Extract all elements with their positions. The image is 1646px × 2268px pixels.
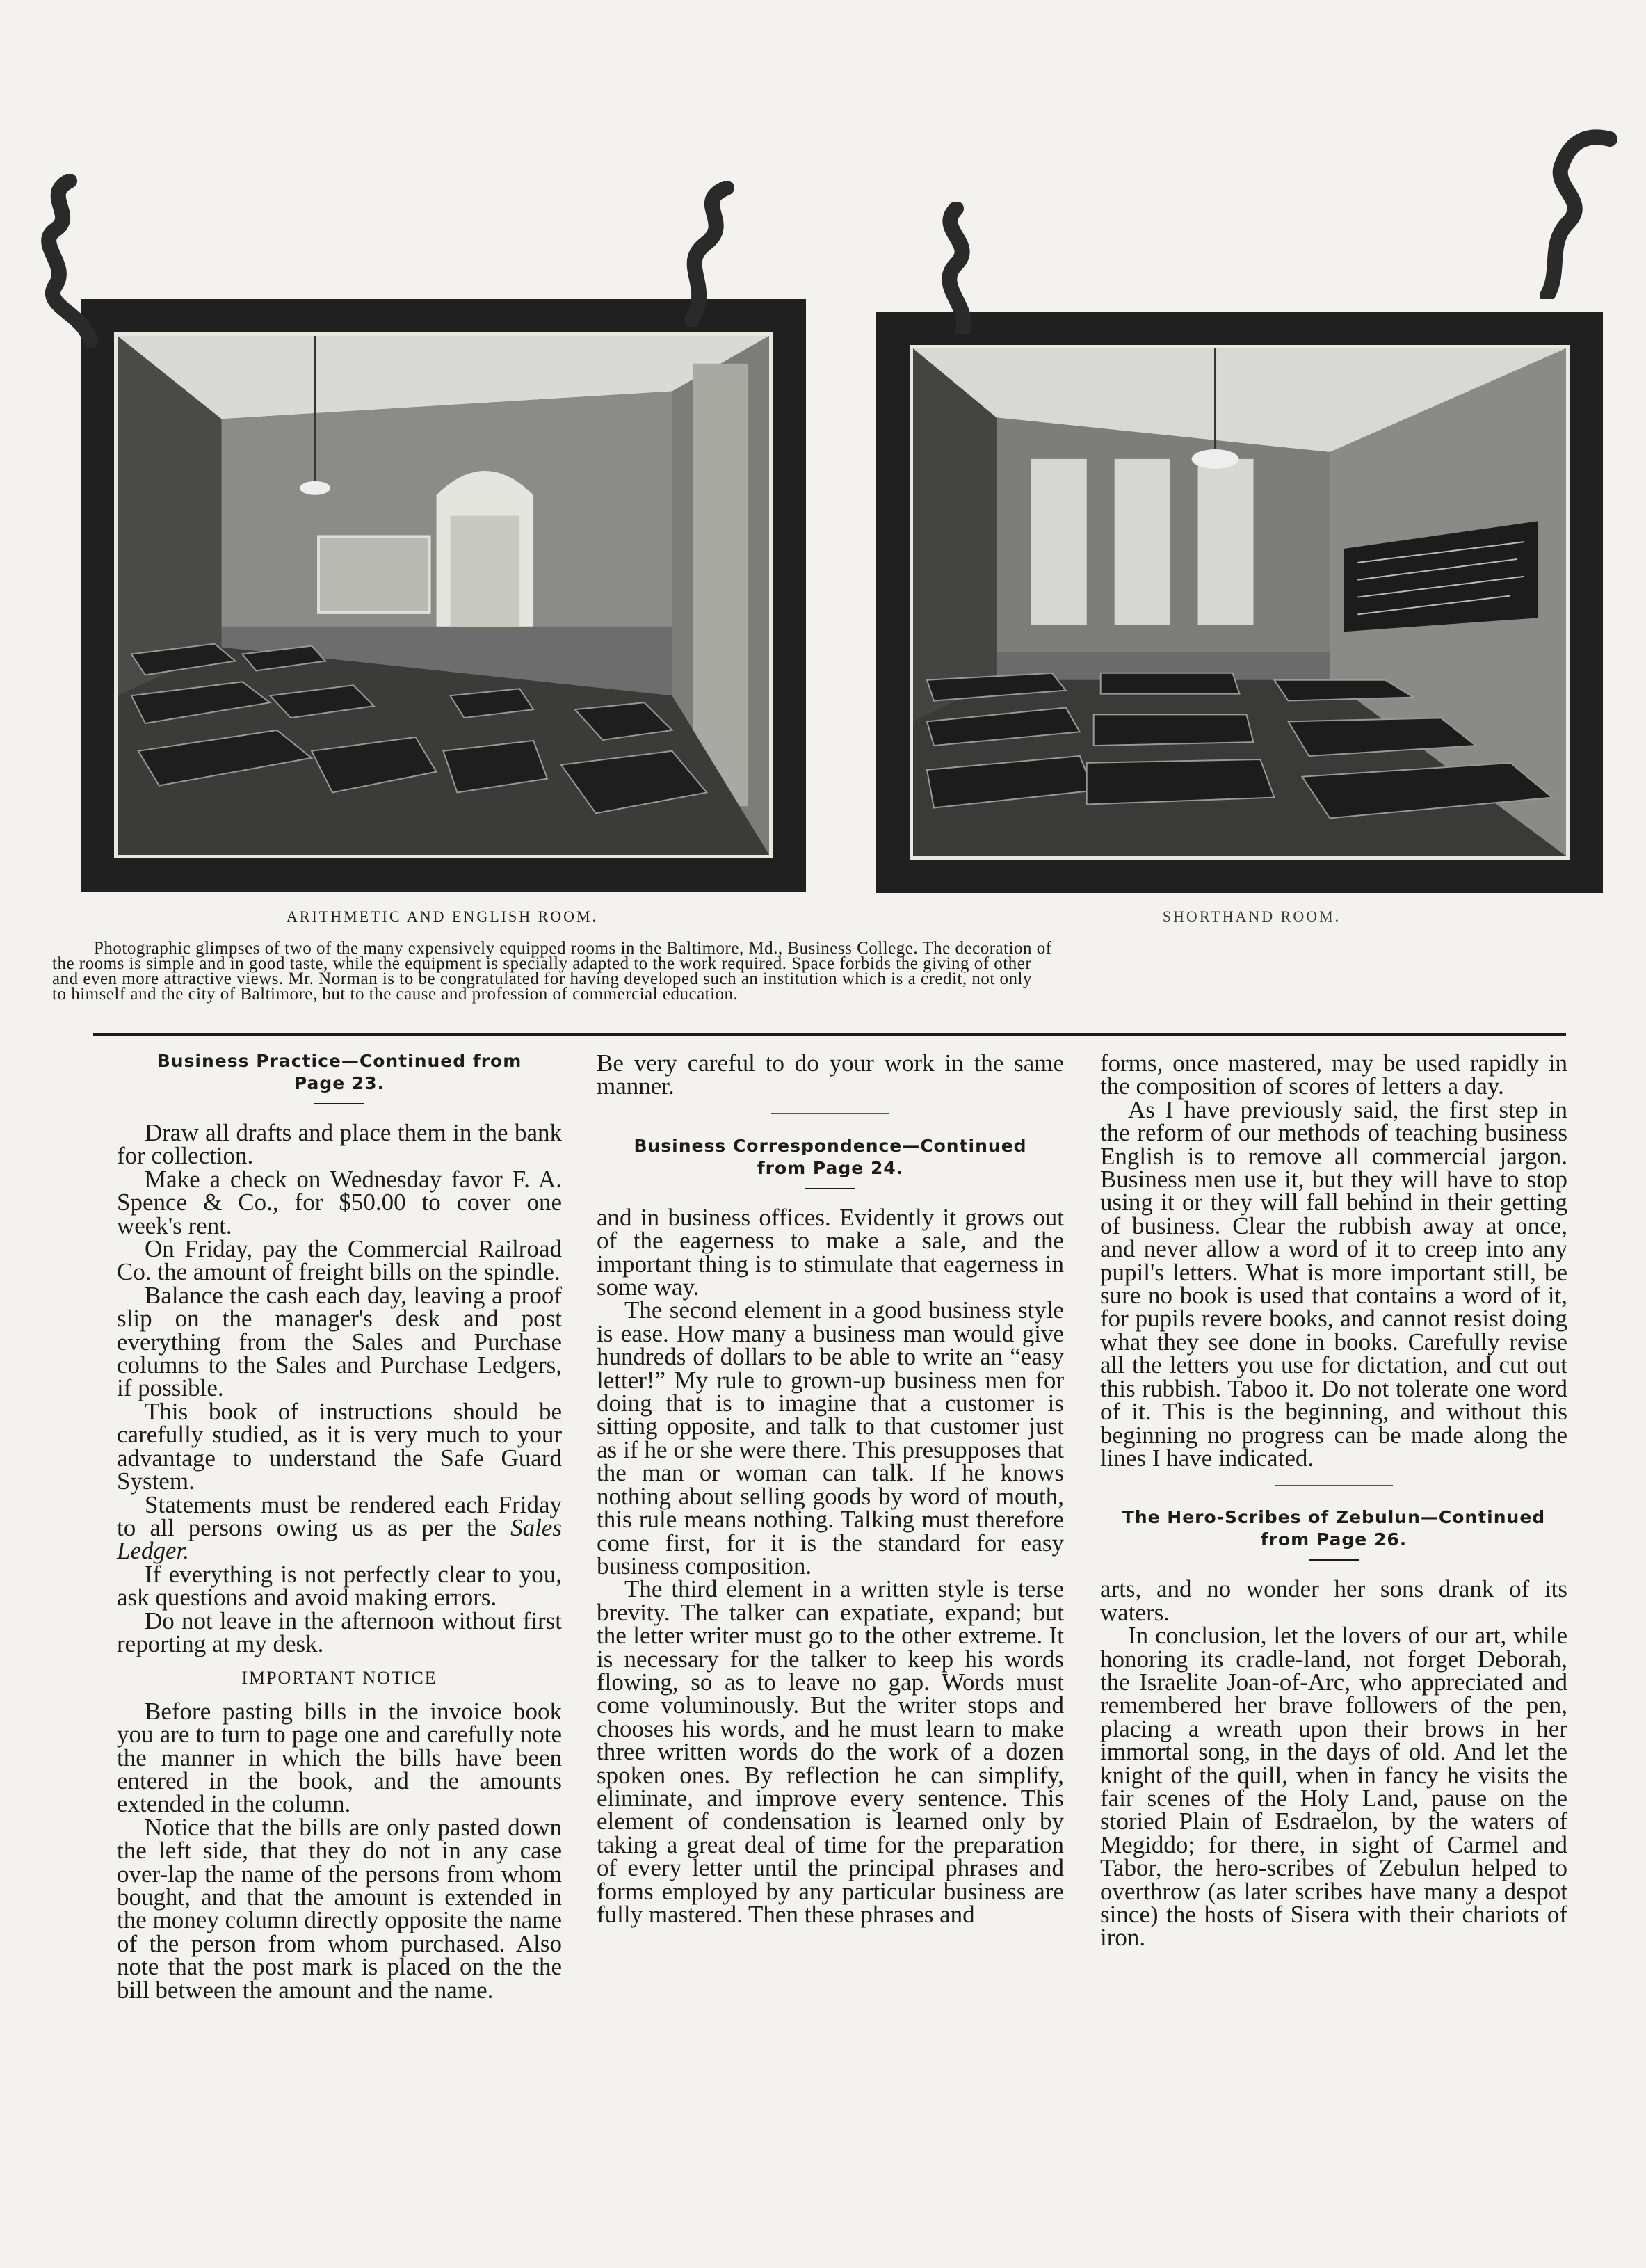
photo-frame-flourish-icon: [650, 181, 755, 327]
important-notice-heading: IMPORTANT NOTICE: [241, 1668, 437, 1689]
photo-frame-flourish-icon: [28, 174, 118, 348]
column-business-correspondence: [597, 1049, 1064, 1928]
paragraph: If everything is not perfectly clear to you, ask questions and avoid making errors.: [117, 1560, 562, 1611]
photo-arithmetic-english-room: [81, 299, 806, 892]
paragraph: Notice that the bills are only pasted down the left side, that they do not in any case over-lap the name of the persons from whom bought, and that the amount is extended in the money column directly opposite the name of the person from whom purchased. Also note that the post mark is placed on the the bill between the amount and the name.: [117, 1813, 562, 2004]
paragraph: Before pasting bills in the invoice book you are to turn to page one and carefully note the manner in which the bills have been entered in the book, and the amounts extended in the column.: [117, 1697, 562, 1818]
column-hero-scribes: [1100, 1049, 1567, 1952]
paragraph: and in business offices. Evidently it grows out of the eagerness to make a sale, and the important thing is to stimulate that eagerness in some way.: [597, 1203, 1064, 1301]
paragraph: On Friday, pay the Commercial Railroad Co. the amount of freight bills on the spindle.: [117, 1235, 562, 1286]
article-heading: The Hero-Scribes of Zebulun—Continued from Page 26.: [1122, 1507, 1546, 1550]
heading-rule: [1309, 1559, 1359, 1561]
photo-description: [52, 939, 1567, 1004]
paragraph: This book of instructions should be carefully studied, as it is very much to your advantage to understand the Safe Guard System.: [117, 1397, 562, 1495]
paragraph: As I have previously said, the first step in the reform of our methods of teaching business English is to remove all commercial jargon. Business men use it, but they will have to stop using it or they will fall behind in their getting of business. Clear the rubbish away at once, and never allow a word of it to creep into any pupil's letters. What is more important still, be sure no book is used that contains a word of it, for pupils revere books, and cannot resist doing what they see done in books. Carefully revise all the letters you use for dictation, and cut out this rubbish. Taboo it. Do not tolerate one word of it. This is the beginning, and without this beginning no progress can be made along the lines I have indicated.: [1100, 1095, 1567, 1472]
photo-shorthand-image: [910, 345, 1570, 860]
article-heading: Business Practice—Continued from Page 23.: [156, 1051, 522, 1093]
paragraph: Do not leave in the afternoon without first reporting at my desk.: [117, 1607, 562, 1657]
section-separator: [1275, 1485, 1393, 1486]
photo-description-line: Photographic glimpses of two of the many expensively equipped rooms in the Baltimore, Md., Business College. The decoration of: [94, 939, 1052, 958]
paragraph: Make a check on Wednesday favor F. A. Spence & Co., for $50.00 to cover one week's rent.: [117, 1165, 562, 1239]
photo-frame-flourish-icon: [1519, 125, 1624, 299]
paragraph: arts, and no wonder her sons drank of its waters.: [1100, 1575, 1567, 1626]
photo-description-line: and even more attractive views. Mr. Norman is to be congratulated for having developed such an institution which is a credit, not only: [52, 970, 1033, 988]
column-business-practice: [117, 1050, 562, 2002]
photo-caption-arithmetic: ARITHMETIC AND ENGLISH ROOM.: [286, 908, 599, 925]
photo-arithmetic-image: [114, 332, 773, 858]
photo-description-line: to himself and the city of Baltimore, but to the cause and profession of commercial education.: [52, 985, 739, 1004]
paragraph: Balance the cash each day, leaving a proof slip on the manager's desk and post everything from the Sales and Purchase columns to the Sales and Purchase Ledgers, if possible.: [117, 1281, 562, 1402]
paragraph: Be very careful to do your work in the same manner.: [597, 1049, 1064, 1100]
photo-description-line: the rooms is simple and in good taste, while the equipment is specially adapted to the work required. Space forbids the giving of other: [52, 954, 1032, 973]
paragraph: The second element in a good business style is ease. How many a business man would give hundreds of dollars to be able to write an “easy letter!” My rule to grown-up business men for doing that is to imagine that a customer is sitting opposite, and talk to that customer just as if he or she were there. This presupposes that the man or woman can talk. If he knows nothing about selling goods by word of mouth, this rule means nothing. Talking must therefore come first, for it is the standard for easy business composition.: [597, 1296, 1064, 1579]
heading-rule: [805, 1188, 855, 1189]
photo-frame-flourish-icon: [921, 202, 1005, 334]
paragraph: The third element in a written style is terse brevity. The talker can expatiate, expand; but the letter writer must go to the other extreme. It is necessary for the talker to keep his words flowing, so as to leave no gap. Words must come voluminously. But the writer stops and chooses his words, and he must learn to make three written words do the work of a dozen spoken ones. By reflection he can simplify, eliminate, and improve every sentence. This element of condensation is learned only by taking a great deal of time for the preparation of every letter until the principal phrases and forms employed by any particular business are fully mastered. Then these phrases and: [597, 1575, 1064, 1928]
paragraph: forms, once mastered, may be used rapidly in the composition of scores of letters a day.: [1100, 1049, 1567, 1100]
section-separator: [771, 1113, 889, 1114]
paragraph: Draw all drafts and place them in the bank for collection.: [117, 1119, 562, 1170]
heading-rule: [314, 1103, 364, 1104]
photo-caption-shorthand: SHORTHAND ROOM.: [1162, 908, 1341, 925]
paragraph: In conclusion, let the lovers of our art, while honoring its cradle-land, not forget Deborah, the Israelite Joan-of-Arc, who appreciated and remembered her brave followers of the pen, placing a wreath upon their brows in her immortal song, in the days of old. And let the knight of the quill, when in fancy he visits the fair scenes of the Holy Land, pause on the storied Plain of Esdraelon, by the waters of Megiddo; for there, in sight of Carmel and Tabor, the hero-scribes of Zebulun helped to overthrow (as later scribes have many a despot since) the hosts of Sisera with their chariots of iron.: [1100, 1622, 1567, 1952]
photo-shorthand-room: [876, 312, 1603, 893]
article-heading: Business Correspondence—Continued from Page 24.: [634, 1135, 1027, 1178]
section-divider: [93, 1033, 1566, 1036]
paragraph: Statements must be rendered each Friday to all persons owing us as per the Sales Ledger.: [117, 1490, 562, 1565]
